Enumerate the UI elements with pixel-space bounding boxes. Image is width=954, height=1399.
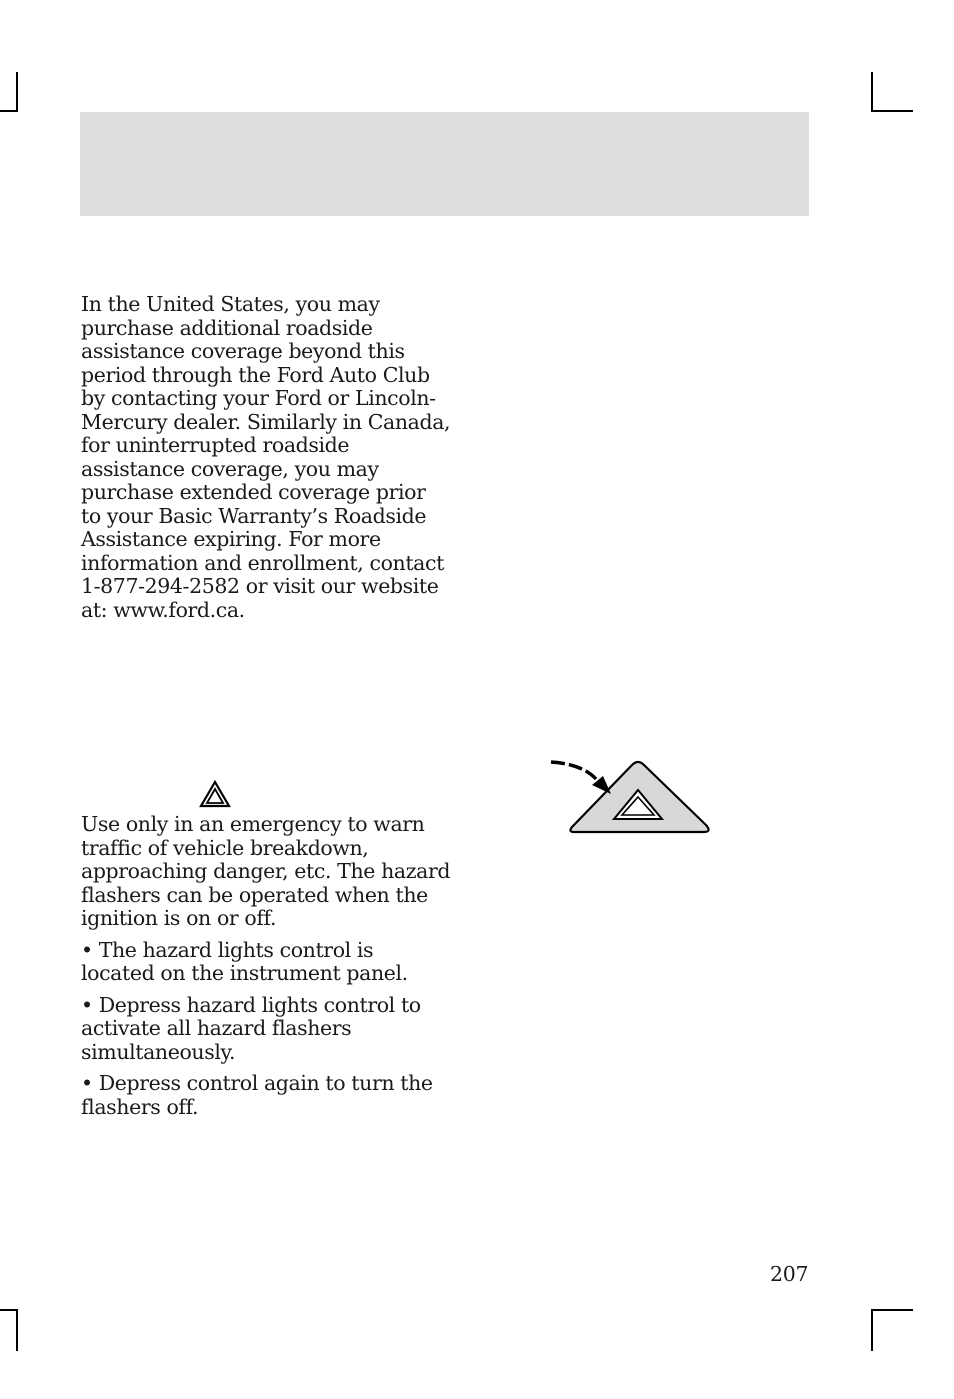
- roadside-section: [81, 293, 451, 622]
- pointer-arrow-shaft: [551, 762, 596, 779]
- bullet-item: [81, 994, 451, 1065]
- hazard-intro: Use only in an emergency to warn traffic of vehicle breakdown, approaching danger, etc. The hazard flashers can be operated when the ignition is on or off.: [81, 812, 451, 930]
- bullet-text: Depress control again to turn the flashers off.: [81, 1071, 433, 1119]
- crop-mark-bottom-right-horizontal: [871, 1309, 913, 1311]
- bullet-text: The hazard lights control is located on the instrument panel.: [81, 937, 408, 985]
- crop-mark-bottom-right-vertical: [871, 1309, 873, 1351]
- hazard-button-illustration: [548, 755, 714, 839]
- bullet-dot: •: [81, 937, 93, 962]
- crop-mark-bottom-left-vertical: [16, 1309, 18, 1351]
- hazard-triangle-icon: [199, 780, 231, 808]
- page-number: 207: [770, 1262, 809, 1286]
- crop-mark-top-right-horizontal: [871, 110, 913, 112]
- roadside-paragraph: In the United States, you may purchase additional roadside assistance coverage beyond this period through the Ford Auto Club by contacting your Ford or Lincoln-Mercury dealer. Similarly in Canada, for uninterrupted roadside assistance coverage, you may purchase extended coverage prior to your Basic Warranty’s Roadside Assistance expiring. For more information and enrollment, contact 1-877-294-2582 or visit our website at: www.ford.ca.: [81, 292, 451, 622]
- crop-mark-top-right-vertical: [871, 72, 873, 112]
- bullet-dot: •: [81, 1071, 93, 1095]
- header-band: [80, 112, 809, 216]
- bullet-text: Depress hazard lights control to activate all hazard flashers simultaneously.: [81, 992, 421, 1064]
- crop-mark-top-left-vertical: [16, 72, 18, 112]
- crop-mark-top-left-horizontal: [0, 110, 18, 112]
- bullet-item: [81, 1072, 451, 1119]
- bullet-item: [81, 939, 451, 986]
- bullet-dot: •: [81, 992, 93, 1017]
- hazard-section: [81, 813, 451, 1119]
